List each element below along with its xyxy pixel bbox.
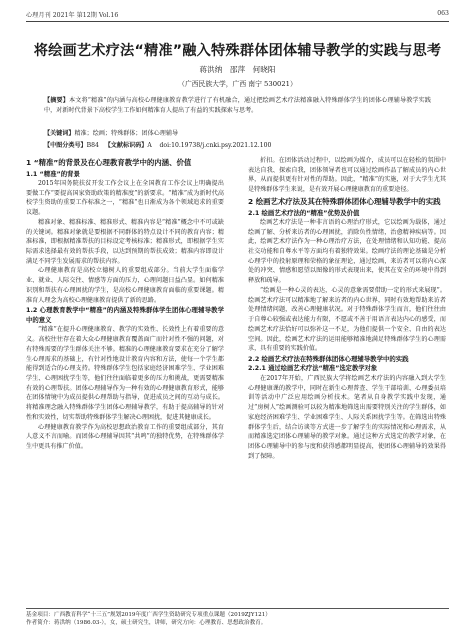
section-heading: 2.2.1 通过绘画艺术疗法“精准”选定教学对象: [248, 364, 378, 372]
classification-line: [44, 141, 431, 151]
author-bio: 作者简介：蒋洪纳（1986.03-），女，硕士研究生，讲师，研究方向：心理教育、思想政治教育。: [26, 620, 267, 626]
keywords-label: 【关键词】: [44, 130, 75, 137]
body-paragraph: “绘画是一种心灵的表达，心灵的意象需要借助一定的形式来展现”。绘画艺术疗法可以精准地了解来访者的内心世界，同时有效地帮助来访者处理情绪问题，改善心理健康状况。对于特殊群体学生而言，他们往往由于自尊心较强或表达能力有限，不愿或不善于用语言表达内心的感受，而绘画艺术疗法恰好可以弥补这一不足，为他们提供一个安全、自由的表达空间。因此，绘画艺术疗法的运用能够精准地满足特殊群体学生的心理需求，具有重要的实践价值。: [248, 286, 446, 353]
body-paragraph: “精准”在提升心理健康教育、教学的实效性、长效性上有着重要的意义。高校往往存在着大众心理健康教育覆盖面广而针对性不强的问题，对有特殊需要的学生群体关注不够。精准的心理健康教育要求在充分了解学生心理需求的基础上，有针对性地设计教育内容和方法，使每一个学生都能得到适合的心理支持。特殊群体学生包括家庭经济困难学生、学业困难学生、心理困扰学生等，他们往往面临着更多的压力和挑战，更需要精准有效的心理帮扶。团体心理辅导作为一种有效的心理健康教育形式，能够在团体情境中为成员提供心理帮助与指导，促进成员之间的互动与成长。将精准理念融入特殊群体学生团体心理辅导教学，有助于提高辅导的针对性和实效性，切实帮助特殊群体学生解决心理困扰，促进其健康成长。: [26, 326, 224, 421]
page-number: 063: [437, 10, 449, 17]
right-column: [248, 156, 446, 461]
left-column: [26, 156, 224, 452]
body-paragraph: 心理健康教育教学作为高校思想政治教育工作的重要组成部分，其育人意义不言而喻。而团体心理辅导因其“共鸣”的独特优势，在特殊群体学生中更具有推广价值。: [26, 423, 224, 450]
journal-info: 心理月刊 2021年 第12期 Vol.16: [26, 12, 119, 19]
section-heading: 2.2 绘画艺术疗法在特殊群体团体心理辅导教学中的实践: [248, 354, 409, 363]
keywords-text: 精准；绘画；特殊群体；团体心理辅导: [74, 130, 179, 137]
section-heading: 2 绘画艺术疗法及其在特殊群体团体心理辅导教学中的实践: [248, 196, 441, 206]
section-heading: 2.1 绘画艺术疗法的“精准”优势及价值: [248, 208, 360, 217]
body-paragraph: 折扣。在团体活动过程中，以绘画为媒介，成员可以在轻松的氛围中表达自我、探索自我，团体领导者也可以通过绘画作品了解成员的内心世界，从而提供更有针对性的帮助。因此，“精准”的实施，对于大学生尤其是特殊群体学生来说，是有效开展心理健康教育的重要途径。: [248, 157, 446, 194]
author-list: 蒋洪纳 邵萍 何晓阳: [199, 65, 276, 74]
article-title: 将绘画艺术疗法“精准”融入特殊群体团体辅导教学的实践与思考: [33, 43, 442, 59]
body-paragraph: 绘画艺术疗法是一种非言语的心理治疗形式，它以绘画为载体，通过绘画了解、分析来访者的心理困扰，消除负性情绪，治愈精神疾病等。因此，绘画艺术疗法作为一种心理治疗方法，在处理情绪和认知功能、提高社交功能和自尊水平等方面均有着独特效果。绘画疗法的理论基础是分析心理学中的投射原理和荣格的象征理论，通过绘画，来访者可以将内心深处的冲突、情感和愿望以图像的形式表现出来，使其在安全的环境中得到释放和疏导。: [248, 218, 446, 285]
abstract: [44, 96, 431, 117]
footnote: [26, 608, 449, 627]
clc-code: B84: [86, 142, 99, 149]
abstract-text: 本文将“精准”的内涵与高校心理健康教育教学进行了有机融合，通过把绘画艺术疗法精准融入特殊群体学生的团体心理辅导教学实践中，对新时代背景下高校学生工作如何精准育人提出了有益的实践探索与思考。: [44, 97, 432, 115]
body-paragraph: 精准对象、精准标准、精准形式、精准内容是“精准”概念中不可或缺的关键词。精准对象就是要根据不同群体的特点设计不同的教育内容；精准标准，即根据精准帮扶的目标设定考核标准；精准形式，即根据学生实际需求选择最有效的帮扶手段，以达到预期的帮扶成效；精准内容即设计满足不同学生发展需求的帮扶内容。: [26, 218, 224, 265]
keywords: [44, 129, 431, 139]
running-header: [26, 9, 449, 22]
body-paragraph: 2015年国务院扶贫开发工作会议上在全国教育工作会议上明确提出要做工作“要提高国家资助政策的精准度”的新要求。“精准”成为新时代高校学生资助的重要工作标准之一，“精准”也日渐成为各个领域追求的重要议题。: [26, 180, 224, 217]
clc-label: 【中图分类号】: [44, 142, 87, 149]
body-paragraph: 在2017年开始，广西民族大学将绘画艺术疗法的内容融入到大学生心理健康课的教学中，同时在新生心理普查、学生干部培训、心理委员培训等活动中广泛应用绘画分析技术。笔者从自身教学实践中发现，通过“房树人”绘画测验可以较为精准地筛选出需要特别关注的学生群体，如家庭经济困难学生、学业困难学生、人际关系困扰学生等。在筛选出特殊群体学生后，结合访谈等方式进一步了解学生的实际情况和心理需求，从而精准选定团体心理辅导的教学对象。通过这种方式选定的教学对象，在团体心理辅导中的参与度和获得感都明显提高，使团体心理辅导的效果得到了保障。: [248, 374, 446, 460]
section-heading: 1.1 “精准”的背景: [26, 170, 80, 178]
section-heading: 1 “精准”的背景及在心理教育教学中的内涵、价值: [26, 158, 192, 167]
section-heading: 1.2 心理教育教学中“精准”的内涵及特殊群体学生团体心理辅导教学中的意义: [26, 306, 224, 325]
fund-note: 基金项目：广西教育科学“十三五”规划2019年度广西学生资助研究专项重点课题（2019ZJY121）: [26, 612, 271, 618]
doc-code: A: [147, 142, 152, 149]
doc-code-label: 【文献标识码】: [104, 142, 148, 149]
author-affiliation: （广西民族大学，广西 南宁 530021）: [178, 80, 297, 88]
doi: doi:10.19738/j.cnki.psy.2021.12.100: [159, 142, 272, 149]
abstract-label: 【摘要】: [44, 97, 69, 104]
body-paragraph: 心理健康教育是高校立德树人的重要组成部分。当前大学生面临学业、就业、人际交往、情感等方面的压力，心理问题日益凸显。如何精准识别和帮扶有心理困扰的学生，是高校心理健康教育面临的重要课题。精准育人理念为高校心理健康教育提供了新的思路。: [26, 267, 224, 304]
